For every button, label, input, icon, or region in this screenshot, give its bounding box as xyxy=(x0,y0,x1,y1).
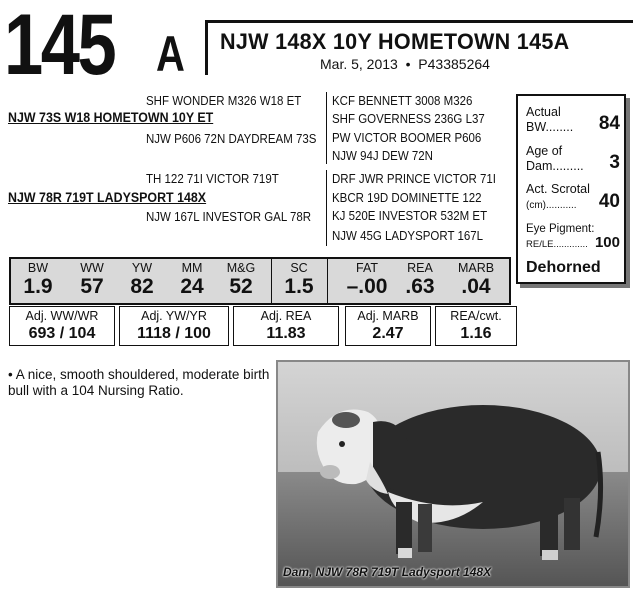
age-of-dam-value: 3 xyxy=(609,152,620,173)
remarks xyxy=(8,367,270,399)
cow-illustration xyxy=(278,362,628,586)
actual-bw-label-2: BW........ xyxy=(526,120,574,134)
epd-label: M&G xyxy=(226,261,256,275)
epd-value: 1.5 xyxy=(284,275,314,298)
epd-label: SC xyxy=(290,261,308,275)
age-of-dam-label-2: Dam......... xyxy=(526,159,584,173)
scrotal-value: 40 xyxy=(598,191,620,212)
adjusted-value: 2.47 xyxy=(372,325,404,342)
cow-leg xyxy=(564,498,580,550)
dam-dam-dam: NJW 45G LADYSPORT 167L xyxy=(332,229,484,243)
epd-cell xyxy=(217,261,265,299)
adjusted-value: 693 / 104 xyxy=(28,325,96,342)
epd-value: 1.9 xyxy=(23,275,53,298)
animal-name: NJW 148X 10Y HOMETOWN 145A xyxy=(220,29,570,54)
epd-value: 57 xyxy=(80,275,104,298)
epd-cell xyxy=(277,261,321,299)
birth-date: Mar. 5, 2013 xyxy=(320,56,398,72)
animal-subtitle xyxy=(320,56,490,72)
epd-table xyxy=(9,257,511,305)
adjusted-value: 1118 / 100 xyxy=(137,325,211,342)
adjusted-table xyxy=(9,306,519,346)
sire-name: NJW 73S W18 HOMETOWN 10Y ET xyxy=(8,110,214,125)
lot-suffix: A xyxy=(156,26,185,82)
adjusted-cell xyxy=(233,306,339,346)
adjusted-cell xyxy=(9,306,115,346)
epd-value: .63 xyxy=(405,275,435,298)
adjusted-value: 1.16 xyxy=(460,325,492,342)
dam-name: NJW 78R 719T LADYSPORT 148X xyxy=(8,190,207,205)
cow-leg xyxy=(396,502,412,554)
sire-sire-sire: KCF BENNETT 3008 M326 xyxy=(332,94,473,108)
pedigree-divider xyxy=(326,92,327,164)
actual-bw-value: 84 xyxy=(598,113,620,134)
sire-dam: NJW P606 72N DAYDREAM 73S xyxy=(146,132,317,146)
epd-value: 24 xyxy=(180,275,204,298)
epd-cell xyxy=(395,261,445,299)
sire-dam-sire: PW VICTOR BOOMER P606 xyxy=(332,131,482,145)
adjusted-cell xyxy=(119,306,229,346)
epd-label: YW xyxy=(131,261,153,275)
epd-label: WW xyxy=(80,261,104,275)
cow-leg xyxy=(418,504,432,552)
eye-pigment-label-1: Eye Pigment: xyxy=(526,223,595,235)
adjusted-value: 11.83 xyxy=(266,325,306,342)
epd-label: MM xyxy=(181,261,203,275)
adjusted-label: Adj. WW/WR xyxy=(25,309,99,323)
dam-dam-sire: KJ 520E INVESTOR 532M ET xyxy=(332,209,488,223)
epd-value: 82 xyxy=(130,275,154,298)
bullet-separator: • xyxy=(405,56,411,72)
adjusted-cell xyxy=(435,306,517,346)
photo-caption: Dam, NJW 78R 719T Ladysport 148X xyxy=(283,565,492,579)
epd-divider xyxy=(327,259,328,303)
cow-hoof xyxy=(542,550,558,560)
dam-sire-dam: KBCR 19D DOMINETTE 122 xyxy=(332,191,482,205)
adjusted-cell xyxy=(345,306,431,346)
adjusted-label: Adj. MARB xyxy=(357,309,419,323)
sire-sire: SHF WONDER M326 W18 ET xyxy=(146,94,302,108)
dam-photo xyxy=(276,360,630,588)
age-of-dam-label-1: Age of xyxy=(526,144,563,158)
epd-cell xyxy=(447,261,505,299)
epd-cell xyxy=(69,261,115,299)
epd-cell xyxy=(15,261,61,299)
lot-number: 145 xyxy=(4,0,115,93)
epd-label: MARB xyxy=(457,261,495,275)
remark-text: A nice, smooth shouldered, moderate birth bull with a 104 Nursing Ratio. xyxy=(8,367,270,398)
epd-cell xyxy=(119,261,165,299)
epd-cell xyxy=(339,261,395,299)
registration-number: P43385264 xyxy=(418,56,490,72)
dam-sire-sire: DRF JWR PRINCE VICTOR 71I xyxy=(332,172,497,186)
actual-bw-label-1: Actual xyxy=(526,105,561,119)
cow-muzzle xyxy=(320,465,340,479)
cow-leg xyxy=(540,500,558,556)
scrotal-label-2: (cm)........... xyxy=(526,200,577,211)
epd-label: BW xyxy=(27,261,49,275)
adjusted-label: Adj. REA xyxy=(260,309,312,323)
dehorned-label: Dehorned xyxy=(526,259,601,276)
animal-header xyxy=(205,20,633,75)
eye-pigment-label-2: RE/LE............. xyxy=(526,239,588,250)
epd-cell xyxy=(169,261,215,299)
epd-value: .04 xyxy=(461,275,491,298)
performance-box xyxy=(516,94,626,284)
epd-value: 52 xyxy=(229,275,253,298)
epd-label: REA xyxy=(407,261,433,275)
epd-divider xyxy=(271,259,272,303)
remark-bullet: • xyxy=(8,367,13,382)
epd-value: –.00 xyxy=(346,275,388,298)
adjusted-label: Adj. YW/YR xyxy=(141,309,207,323)
dam-dam: NJW 167L INVESTOR GAL 78R xyxy=(146,210,312,224)
cow-hoof xyxy=(398,548,412,558)
adjusted-label: REA/cwt. xyxy=(450,309,502,323)
cow-ear xyxy=(332,412,360,428)
sire-dam-dam: NJW 94J DEW 72N xyxy=(332,149,433,163)
sire-sire-dam: SHF GOVERNESS 236G L37 xyxy=(332,112,485,126)
eye-pigment-value: 100 xyxy=(594,234,620,251)
scrotal-label-1: Act. Scrotal xyxy=(526,182,590,196)
epd-label: FAT xyxy=(356,261,378,275)
dam-sire: TH 122 71I VICTOR 719T xyxy=(146,172,279,186)
cow-eye xyxy=(339,441,345,447)
pedigree-divider xyxy=(326,170,327,246)
